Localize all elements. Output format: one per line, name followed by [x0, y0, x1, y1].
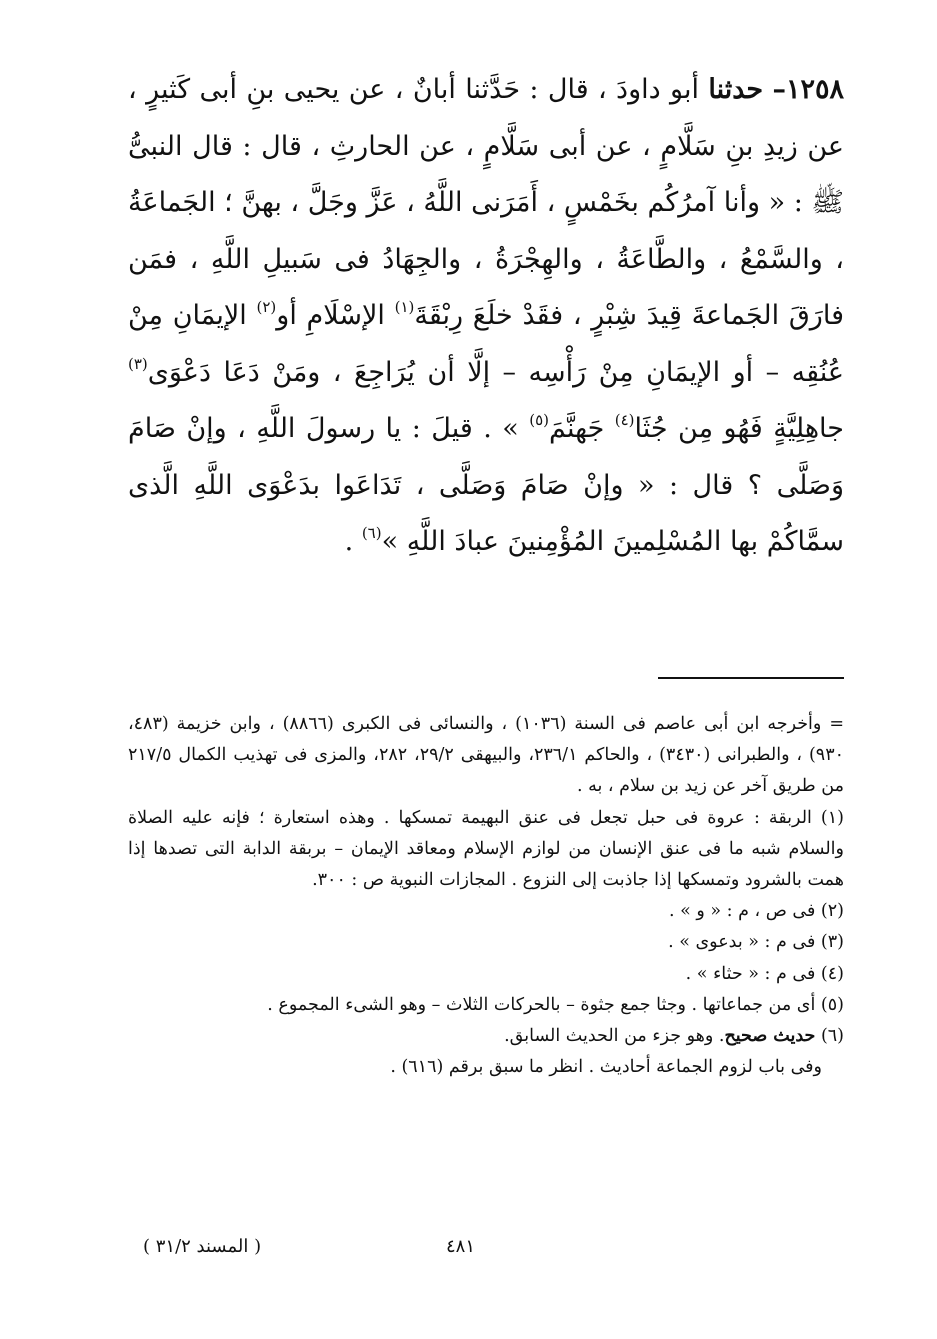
- hadith-lead: حدثنا: [708, 74, 764, 105]
- hadith-number: ١٢٥٨–: [772, 74, 844, 105]
- footnote-ref-2: (٢): [256, 298, 277, 316]
- footnote-ref-5: (٥): [529, 411, 550, 429]
- footnotes: [128, 709, 844, 1083]
- footnote-3: (٣) فى م : « بدعوى » .: [668, 932, 844, 953]
- footnote-2: (٢) فى ص ، م : « و » .: [668, 901, 844, 922]
- hadith-text-part-2: الإسْلَامِ أو: [276, 300, 385, 331]
- footnote-ref-1: (١): [394, 298, 415, 316]
- footnote-separator: [658, 677, 844, 679]
- page-footer: [0, 1236, 937, 1266]
- footnote-6-marker: (٦): [820, 1026, 844, 1047]
- hadith-text: [128, 62, 844, 571]
- footnote-6: [128, 1021, 844, 1052]
- hadith-text-part-3: الإيمَانِ مِنْ عُنُقِه – أو الإيمَانِ مِنْ رَأْسِه – إلَّا أن يُرَاجِعَ ، ومَنْ دَعَا دَعْوَى: [128, 300, 844, 388]
- footnote-ref-3: (٣): [128, 354, 148, 373]
- hadith-end: .: [344, 526, 354, 557]
- footnote-1: (١) الربقة : عروة فى حبل تجعل فى عنق البهيمة تمسكها . وهذه استعارة ؛ فإنه عليه الصلاة والسلام شبه ما فى عنق الإنسان من لوازم الإسلام ومعاقد الإيمان – بربقة الدابة التى تصدها إذا همت بالشرود وتمسكها إذا جاذبت إلى النزوع . المجازات النبوية ص : ٣٠٠.: [128, 807, 844, 891]
- running-reference: ( المسند ٣١/٢ ): [143, 1236, 262, 1257]
- footnote-5: (٥) أى من جماعاتها . وجثا جمع جثوة – بالحركات الثلاث – وهو الشىء المجموع .: [267, 994, 844, 1015]
- page-number: ٤٨١: [446, 1236, 476, 1257]
- hadith-text-part-6: » . قيلَ : يا رسولَ اللَّهِ ، وإنْ صَامَ وَصَلَّى ؟ قال : « وإنْ صَامَ وَصَلَّى ، تَدَاعَوا بدَعْوَى اللَّهِ الَّذى سمَّاكُمْ بها المُسْلِمينَ المُؤْمِنينَ عبادَ اللَّهِ »: [128, 413, 844, 557]
- footnote-6-extra: وفى باب لزوم الجماعة أحاديث . انظر ما سبق برقم (٦١٦) .: [390, 1057, 822, 1078]
- footnote-ref-4: (٤): [614, 411, 635, 429]
- footnote-continuation: = وأخرجه ابن أبى عاصم فى السنة (١٠٣٦) ، والنسائى فى الكبرى (٨٨٦٦) ، وابن خزيمة (٤٨٣، ٩٣٠) ، والطبرانى (٣٤٣٠) ، والحاكم ٢٣٦/١، والبيهقى ٢٩/٢، ٢٨٢، والمزى فى تهذيب الكمال ٢١٧/٥ من طريق آخر عن زيد بن سلام ، به .: [128, 714, 844, 797]
- footnote-4: (٤) فى م : « حثاء » .: [685, 963, 844, 984]
- footnote-6-text: . وهو جزء من الحديث السابق.: [504, 1026, 725, 1047]
- hadith-text-part-1: أبو داودَ ، قال : حَدَّثنا أبانٌ ، عن يحيى بنِ أبى كَثيرٍ ، عن زيدِ بنِ سَلَّامٍ ، عن أبى سَلَّامٍ ، عن الحارثِ ، قال : قال النبىُّ ﷺ : « وأنا آمرُكُم بخَمْسٍ ، أَمَرَنى اللَّهُ ، عَزَّ وجَلَّ ، بهنَّ ؛ الجَماعَةُ ، والسَّمْعُ ، والطَّاعَةُ ، والهِجْرَةُ ، والجِهَادُ فى سَبيلِ اللَّهِ ، فمَن فارَقَ الجَماعةَ قِيدَ شِبْرٍ ، فقَدْ خلَعَ رِبْقَةَ: [128, 74, 844, 331]
- hadith-text-part-5: جَهنَّمَ: [549, 413, 605, 444]
- footnote-ref-6: (٦): [361, 524, 382, 542]
- footnote-6-grade: حديث صحيح: [724, 1026, 816, 1047]
- hadith-text-part-4: جاهِلِيَّةٍ فَهُو مِن جُثَا: [634, 413, 844, 444]
- hadith-paragraph: [128, 62, 844, 571]
